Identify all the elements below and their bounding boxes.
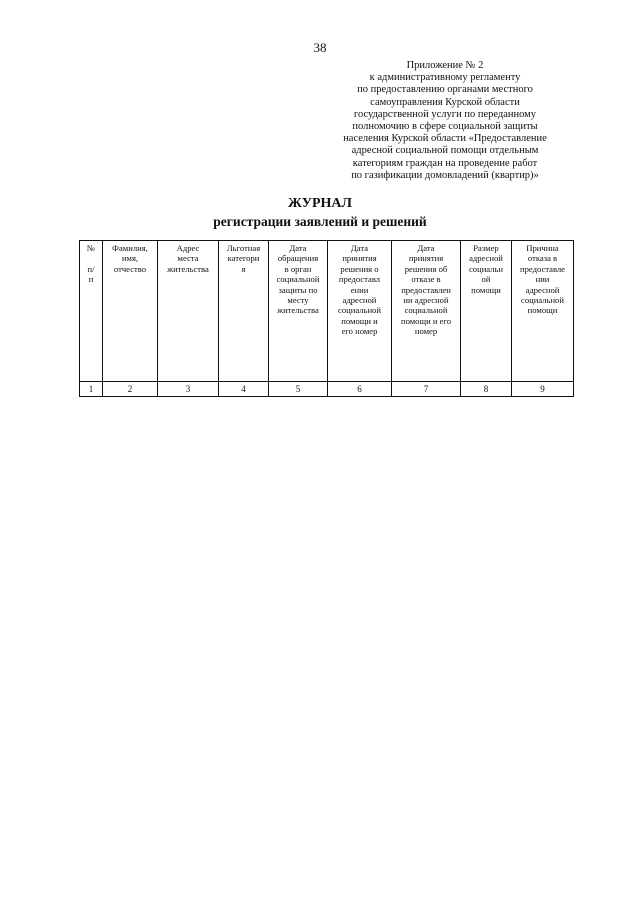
column-number: 6 bbox=[328, 382, 392, 397]
appendix-line: полномочию в сфере социальной защиты bbox=[352, 121, 538, 133]
appendix-line: государственной услуги по переданному bbox=[353, 108, 537, 120]
column-header-number: № п/ п bbox=[80, 241, 103, 382]
journal-title: ЖУРНАЛ bbox=[288, 196, 352, 211]
appendix-line: к административному регламенту bbox=[369, 72, 521, 84]
column-header-benefit-category: Льготная категори я bbox=[219, 241, 269, 382]
appendix-line: категориям граждан на проведение работ bbox=[352, 157, 538, 169]
table-header-row bbox=[80, 241, 574, 382]
column-header-full-name: Фамилия, имя, отчество bbox=[103, 241, 158, 382]
appendix-header bbox=[330, 60, 560, 182]
journal-subtitle: регистрации заявлений и решений bbox=[213, 214, 427, 229]
column-number: 5 bbox=[269, 382, 328, 397]
appendix-line: по предоставлению органами местного bbox=[357, 84, 533, 96]
column-number: 8 bbox=[461, 382, 512, 397]
appendix-line: населения Курской области «Предоставление bbox=[343, 133, 547, 145]
column-header-refusal-decision: Дата принятия решения об отказе в предоставлен ии адресной социальной помощи и его номер bbox=[392, 241, 461, 382]
page-number: 38 bbox=[313, 40, 327, 55]
column-number: 9 bbox=[512, 382, 574, 397]
column-number: 7 bbox=[392, 382, 461, 397]
column-number: 3 bbox=[158, 382, 219, 397]
appendix-line: по газификации домовладений (квартир)» bbox=[351, 169, 539, 181]
column-number: 1 bbox=[80, 382, 103, 397]
column-number: 4 bbox=[219, 382, 269, 397]
column-header-grant-decision: Дата принятия решения о предоставл ении адресной социальной помощи и его номер bbox=[328, 241, 392, 382]
appendix-line: самоуправления Курской области bbox=[370, 96, 520, 108]
appendix-line: адресной социальной помощи отдельным bbox=[351, 145, 539, 157]
journal-table bbox=[79, 240, 574, 397]
appendix-line: Приложение № 2 bbox=[406, 60, 484, 71]
column-header-aid-amount: Размер адресной социальн ой помощи bbox=[461, 241, 512, 382]
column-number: 2 bbox=[103, 382, 158, 397]
column-header-application-date: Дата обращения в орган социальной защиты по месту жительства bbox=[269, 241, 328, 382]
table-column-numbers-row bbox=[80, 382, 574, 397]
column-header-address: Адрес места жительства bbox=[158, 241, 219, 382]
column-header-refusal-reason: Причина отказа в предоставле нии адресной социальной помощи bbox=[512, 241, 574, 382]
